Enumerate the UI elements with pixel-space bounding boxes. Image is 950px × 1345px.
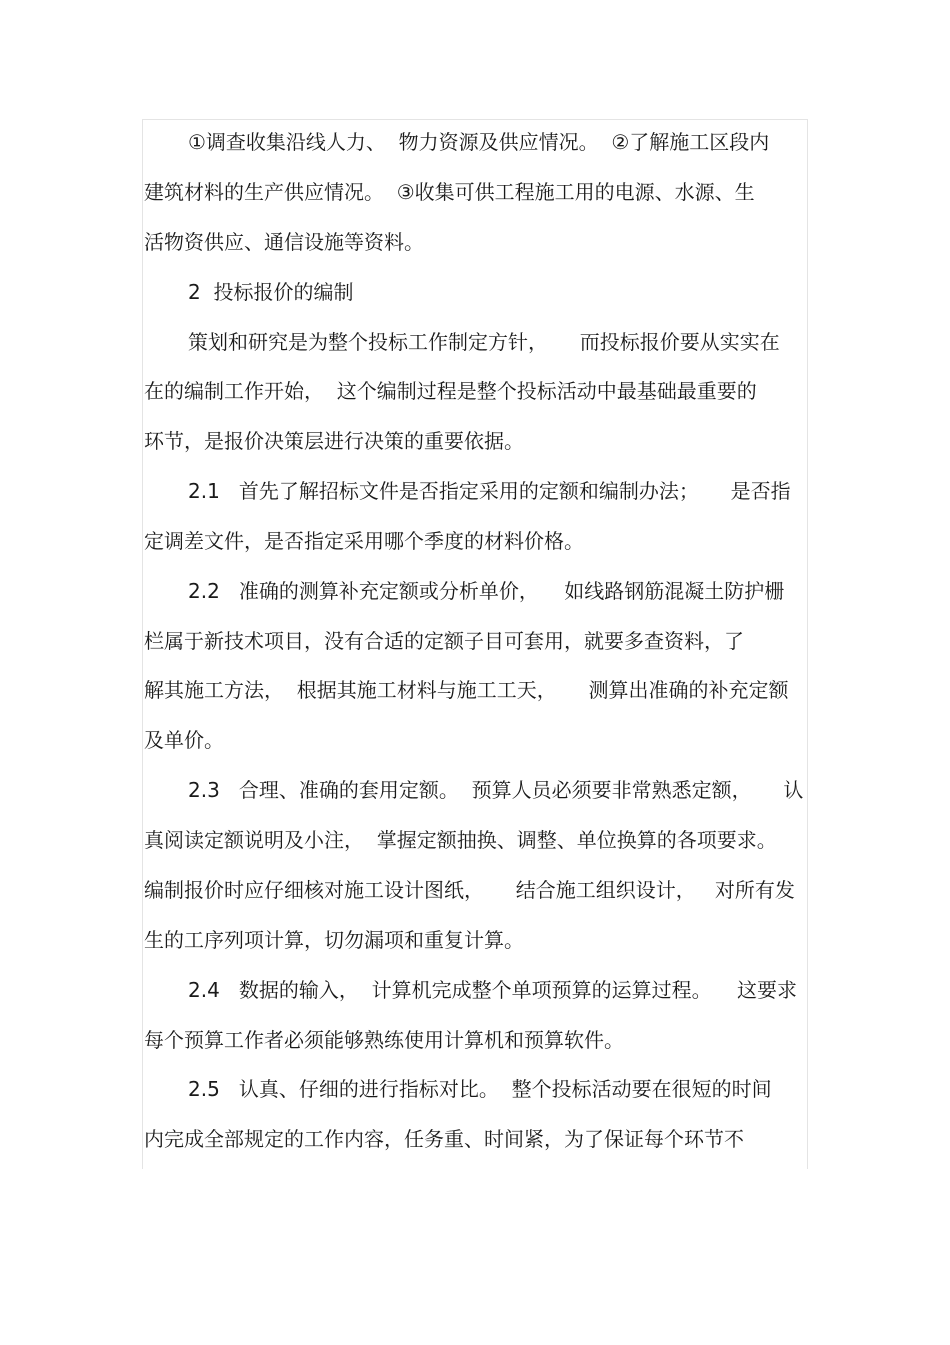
- text-line: 每个预算工作者必须能够熟练使用计算机和预算软件。: [144, 1028, 624, 1052]
- text-line: 生的工序列项计算，切勿漏项和重复计算。: [144, 928, 524, 952]
- text-line: ①调查收集沿线人力、 物力资源及供应情况。 ②了解施工区段内: [188, 130, 770, 154]
- text-line: 内完成全部规定的工作内容，任务重、时间紧，为了保证每个环节不: [144, 1127, 744, 1151]
- text-line: 活物资供应、通信设施等资料。: [144, 230, 424, 254]
- text-line: 2.1 首先了解招标文件是否指定采用的定额和编制办法； 是否指: [188, 479, 791, 503]
- text-line: 2.2 准确的测算补充定额或分析单价， 如线路钢筋混凝土防护栅: [188, 579, 785, 603]
- text-line: 解其施工方法， 根据其施工材料与施工工天， 测算出准确的补充定额: [144, 678, 789, 702]
- text-line: 编制报价时应仔细核对施工设计图纸， 结合施工组织设计， 对所有发: [144, 878, 795, 902]
- text-line: 真阅读定额说明及小注， 掌握定额抽换、调整、单位换算的各项要求。: [144, 828, 777, 852]
- text-line: 定调差文件，是否指定采用哪个季度的材料价格。: [144, 529, 584, 553]
- text-line: 在的编制工作开始， 这个编制过程是整个投标活动中最基础最重要的: [144, 379, 757, 403]
- text-line: 栏属于新技术项目，没有合适的定额子目可套用，就要多查资料，了: [144, 629, 744, 653]
- section-heading: 2 投标报价的编制: [188, 280, 354, 304]
- text-line: 策划和研究是为整个投标工作制定方针， 而投标报价要从实实在: [188, 330, 780, 354]
- text-line: 及单价。: [144, 728, 224, 752]
- text-line: 2.3 合理、准确的套用定额。 预算人员必须要非常熟悉定额， 认: [188, 778, 804, 802]
- text-line: 2.4 数据的输入， 计算机完成整个单项预算的运算过程。 这要求: [188, 978, 798, 1002]
- text-line: 建筑材料的生产供应情况。 ③收集可供工程施工用的电源、水源、生: [144, 180, 755, 204]
- text-line: 2.5 认真、仔细的进行指标对比。 整个投标活动要在很短的时间: [188, 1077, 772, 1101]
- text-line: 环节，是报价决策层进行决策的重要依据。: [144, 429, 524, 453]
